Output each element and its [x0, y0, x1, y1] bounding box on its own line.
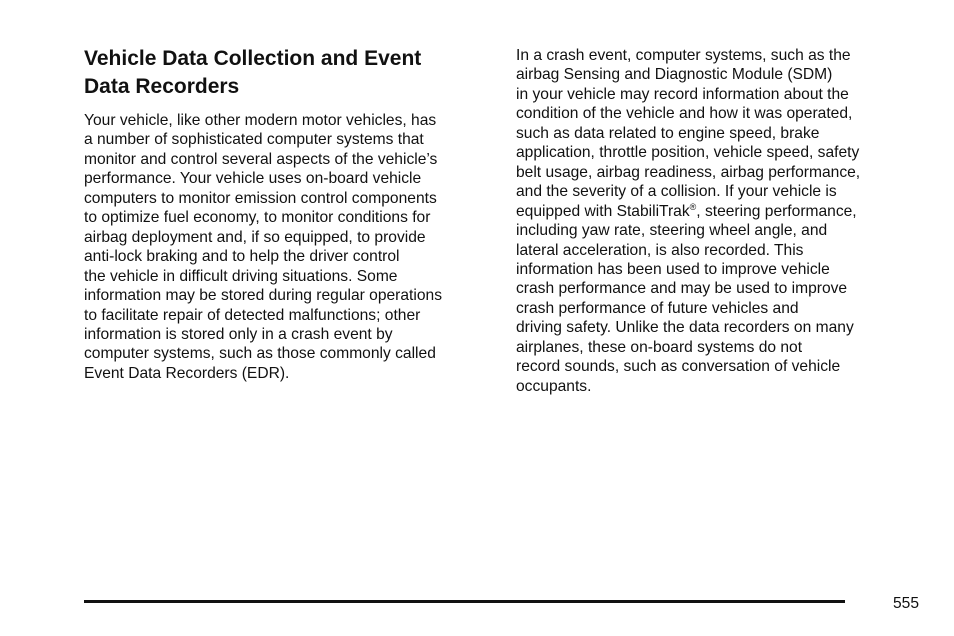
registered-mark: ® — [689, 201, 697, 212]
text-line: airplanes, these on-board systems do not — [516, 338, 803, 356]
text-line: condition of the vehicle and how it was operated, — [516, 105, 853, 123]
text-line: to facilitate repair of detected malfunctions; other — [84, 306, 421, 324]
text-line: record sounds, such as conversation of vehicle — [516, 358, 841, 376]
section-heading — [84, 45, 504, 101]
text-segment: , steering performance, — [696, 202, 857, 220]
heading-line: Vehicle Data Collection and Event — [84, 47, 422, 70]
text-line: driving safety. Unlike the data recorders on many — [516, 319, 854, 337]
text-segment: equipped with StabiliTrak — [516, 202, 690, 220]
left-column-text — [84, 111, 494, 383]
text-line: application, throttle position, vehicle speed, safety — [516, 144, 860, 162]
text-line: occupants. — [516, 377, 592, 395]
text-line: lateral acceleration, is also recorded. This — [516, 241, 804, 259]
right-column-text — [516, 46, 926, 396]
text-line: information has been used to improve vehicle — [516, 260, 830, 278]
text-line: computer systems, such as those commonly called — [84, 345, 436, 363]
text-line: In a crash event, computer systems, such as the — [516, 47, 851, 64]
text-line: information is stored only in a crash event by — [84, 325, 393, 343]
text-line: airbag Sensing and Diagnostic Module (SDM) — [516, 66, 833, 84]
text-line: such as data related to engine speed, brake — [516, 124, 820, 142]
text-line: and the severity of a collision. If your vehicle is — [516, 183, 837, 201]
text-line-trademark — [516, 202, 926, 221]
text-line: computers to monitor emission control components — [84, 189, 437, 207]
text-line: crash performance and may be used to improve — [516, 280, 848, 298]
text-line: to optimize fuel economy, to monitor conditions for — [84, 209, 431, 227]
text-line: airbag deployment and, if so equipped, to provide — [84, 228, 426, 246]
page-number: 555 — [892, 595, 919, 612]
text-line: Your vehicle, like other modern motor vehicles, has — [84, 112, 437, 129]
text-line: belt usage, airbag readiness, airbag performance, — [516, 163, 861, 181]
heading-line: Data Recorders — [84, 75, 240, 98]
text-line: monitor and control several aspects of the vehicle’s — [84, 150, 438, 168]
text-line: a number of sophisticated computer systems that — [84, 131, 424, 149]
text-line: crash performance of future vehicles and — [516, 299, 799, 317]
text-line: performance. Your vehicle uses on-board vehicle — [84, 170, 422, 188]
text-line: including yaw rate, steering wheel angle, and — [516, 222, 828, 240]
footer-rule — [84, 600, 845, 603]
text-line: information may be stored during regular operations — [84, 287, 442, 305]
text-line: the vehicle in difficult driving situations. Some — [84, 267, 398, 285]
text-line: in your vehicle may record information about the — [516, 85, 849, 103]
text-line: anti-lock braking and to help the driver control — [84, 248, 400, 266]
text-line: Event Data Recorders (EDR). — [84, 364, 290, 382]
